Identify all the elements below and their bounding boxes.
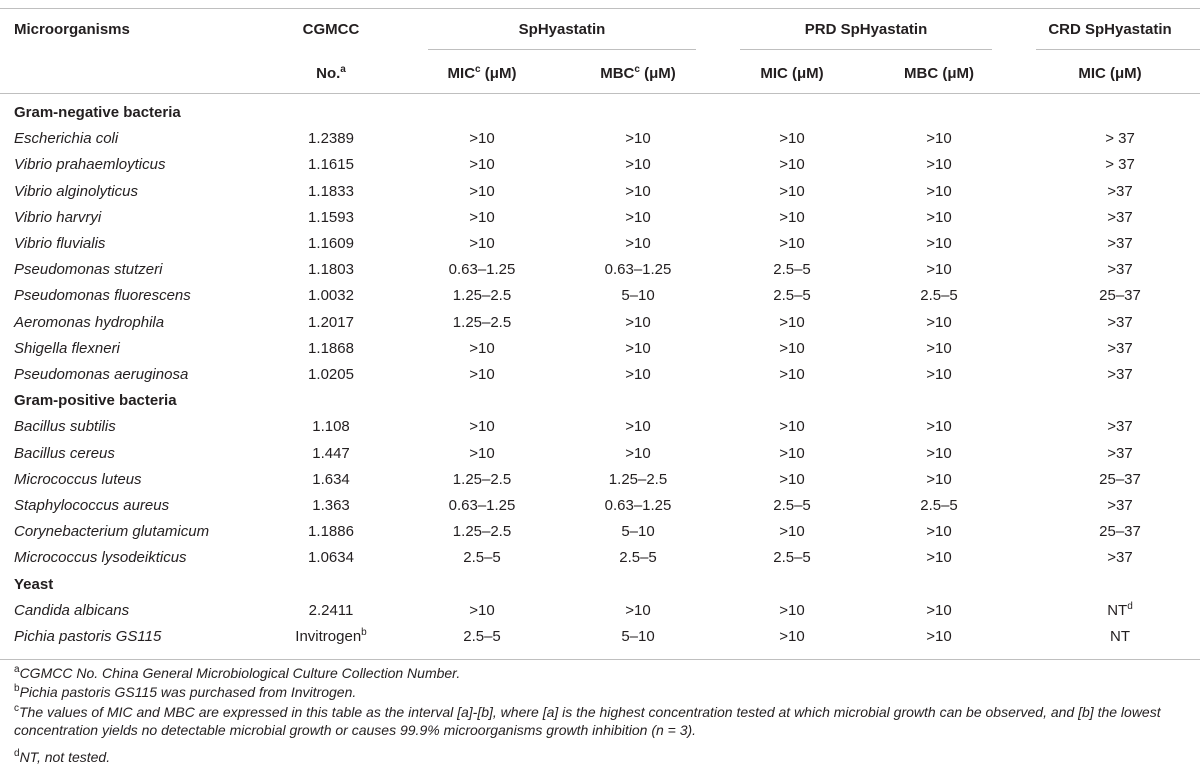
sph-mbc-value: >10 — [625, 313, 651, 331]
prd-mbc-value: >10 — [926, 261, 952, 279]
crd-mic-value: >37 — [1107, 549, 1133, 567]
sph-mic-value: 2.5–5 — [463, 628, 501, 645]
sphyastatin-group-rule — [428, 49, 696, 50]
sph-mic-value: >10 — [469, 339, 495, 357]
sph-mic-value: >10 — [469, 208, 495, 226]
cgmcc-number: Invitrogen$^b$ — [295, 627, 367, 645]
microorganism-name: Pseudomonas aeruginosa — [14, 366, 189, 383]
sph-mbc-value: >10 — [625, 208, 651, 226]
cgmcc-number: 1.2389 — [308, 130, 354, 148]
prd-mic-value: >10 — [779, 628, 805, 645]
prd-mbc-value: 2.5–5 — [920, 287, 958, 305]
prd-mbc-value: >10 — [926, 366, 952, 383]
crd-mic-value: >37 — [1107, 497, 1133, 514]
sph-mbc-value: 2.5–5 — [619, 549, 657, 567]
table-row — [0, 545, 1200, 571]
sph-mbc-value: >10 — [625, 235, 651, 252]
section-heading: Gram-negative bacteria — [14, 104, 181, 121]
microorganism-name: Micrococcus lysodeikticus — [14, 549, 187, 567]
cgmcc-number: 1.447 — [312, 444, 350, 462]
sph-mbc-value: >10 — [625, 156, 651, 174]
cgmcc-number: 1.0032 — [308, 287, 354, 305]
sph-mic-value: 1.25–2.5 — [452, 287, 512, 305]
microorganism-name: Pseudomonas fluorescens — [14, 287, 191, 305]
cgmcc-number: 1.1593 — [308, 208, 354, 226]
table-row — [0, 231, 1200, 257]
sph-mic-value: >10 — [469, 235, 495, 252]
header-bottom-rule — [0, 93, 1200, 94]
prd-mbc-value: >10 — [926, 628, 952, 645]
header-crd-sphyastatin: CRD SpHyastatin — [1048, 21, 1172, 38]
table-row — [0, 441, 1200, 467]
cgmcc-number: 1.1833 — [308, 182, 354, 200]
header-microorganisms: Microorganisms — [14, 21, 130, 38]
microorganism-name: Micrococcus luteus — [14, 470, 142, 488]
cgmcc-number: 1.363 — [312, 497, 350, 514]
table-row — [0, 624, 1200, 650]
footnote: $^c$The values of MIC and MBC are expressed in this table as the interval [a]-[b], where [a] is the highest concentration tested at which microbial growth can be observed, and [b] the lowest concentration yields no detectable microbial growth or causes 99.9% microorganisms growth inhibition (n = 3). — [14, 703, 1161, 738]
prd-mic-value: 2.5–5 — [773, 287, 811, 305]
prd-mbc-value: >10 — [926, 444, 952, 462]
microorganism-name: Vibrio harvryi — [14, 208, 102, 226]
prd-mbc-value: >10 — [926, 130, 952, 148]
microorganism-name: Staphylococcus aureus — [14, 497, 170, 514]
sph-mbc-value: >10 — [625, 601, 651, 619]
table-row — [0, 283, 1200, 309]
microorganism-name: Escherichia coli — [14, 130, 119, 148]
crd-mic-value: >37 — [1107, 261, 1133, 279]
footnote: $^b$Pichia pastoris GS115 was purchased from Invitrogen. — [14, 683, 357, 700]
table-row — [0, 179, 1200, 205]
sph-mic-value: >10 — [469, 366, 495, 383]
prd-mic-value: >10 — [779, 418, 805, 436]
sph-mbc-value: >10 — [625, 182, 651, 200]
prd-mic-value: >10 — [779, 470, 805, 488]
header-prd-mic: MIC (μM) — [760, 65, 824, 82]
sph-mbc-value: >10 — [625, 130, 651, 148]
sph-mbc-value: >10 — [625, 418, 651, 436]
sph-mbc-value: 5–10 — [621, 628, 655, 645]
table-row — [0, 493, 1200, 519]
table-row — [0, 598, 1200, 624]
crd-mic-value: NT — [1110, 628, 1130, 645]
prd-mbc-value: >10 — [926, 208, 952, 226]
prd-mic-value: >10 — [779, 182, 805, 200]
sph-mic-value: >10 — [469, 418, 495, 436]
header-cgmcc-no: No.$^a$ — [316, 64, 346, 82]
header-prd-mbc: MBC (μM) — [904, 65, 974, 82]
sph-mic-value: >10 — [469, 156, 495, 174]
prd-mbc-value: >10 — [926, 601, 952, 619]
table-row — [0, 519, 1200, 545]
prd-mic-value: >10 — [779, 523, 805, 541]
table-row — [0, 310, 1200, 336]
sph-mbc-value: >10 — [625, 366, 651, 383]
table-row — [0, 467, 1200, 493]
crd-mic-value: >37 — [1107, 366, 1133, 383]
prd-mbc-value: >10 — [926, 313, 952, 331]
crd-mic-value: 25–37 — [1099, 523, 1141, 541]
prd-mic-value: 2.5–5 — [773, 261, 811, 279]
prd-mbc-value: >10 — [926, 523, 952, 541]
prd-mbc-value: >10 — [926, 418, 952, 436]
sph-mic-value: 1.25–2.5 — [452, 313, 512, 331]
microorganism-name: Pseudomonas stutzeri — [14, 261, 163, 279]
sph-mic-value: >10 — [469, 130, 495, 148]
sph-mbc-value: 5–10 — [621, 523, 655, 541]
sph-mbc-value: >10 — [625, 339, 651, 357]
cgmcc-number: 1.1615 — [308, 156, 354, 174]
sph-mbc-value: 0.63–1.25 — [604, 261, 672, 279]
prd-mic-value: >10 — [779, 366, 805, 383]
microorganism-name: Vibrio prahaemloyticus — [14, 156, 166, 174]
footnote-marker: d — [1127, 600, 1133, 612]
prd-group-rule — [740, 49, 992, 50]
section-heading: Gram-positive bacteria — [14, 392, 177, 410]
crd-mic-value: >37 — [1107, 339, 1133, 357]
cgmcc-number: 1.0634 — [308, 549, 354, 567]
table-row — [0, 414, 1200, 440]
sph-mic-value: 1.25–2.5 — [452, 470, 512, 488]
header-prd-sphyastatin: PRD SpHyastatin — [804, 21, 928, 38]
cgmcc-number: 1.2017 — [308, 313, 354, 331]
prd-mic-value: >10 — [779, 339, 805, 357]
table-bottom-rule — [0, 659, 1200, 660]
header-sphyastatin: SpHyastatin — [518, 21, 606, 38]
prd-mic-value: 2.5–5 — [773, 549, 811, 567]
prd-mic-value: 2.5–5 — [773, 497, 811, 514]
table-row — [0, 336, 1200, 362]
sph-mic-value: 1.25–2.5 — [452, 523, 512, 541]
footnote: $^d$NT, not tested. — [14, 748, 111, 765]
cgmcc-number: 1.0205 — [308, 366, 354, 383]
cgmcc-number: 1.634 — [312, 470, 350, 488]
prd-mbc-value: >10 — [926, 156, 952, 174]
crd-mic-value: >37 — [1107, 444, 1133, 462]
microorganism-name: Shigella flexneri — [14, 339, 120, 357]
prd-mic-value: >10 — [779, 156, 805, 174]
cgmcc-number: 1.1868 — [308, 339, 354, 357]
sph-mic-value: 2.5–5 — [463, 549, 501, 567]
prd-mic-value: >10 — [779, 313, 805, 331]
table-row — [0, 205, 1200, 231]
prd-mbc-value: >10 — [926, 182, 952, 200]
footnote: $^a$CGMCC No. China General Microbiological Culture Collection Number. — [14, 664, 461, 681]
prd-mbc-value: 2.5–5 — [920, 497, 958, 514]
footnote-marker: b — [361, 627, 367, 638]
crd-mic-value: >37 — [1107, 235, 1133, 252]
crd-mic-value: >37 — [1107, 418, 1133, 436]
prd-mic-value: >10 — [779, 601, 805, 619]
header-sph-mbc: MBC$^c$ (μM) — [600, 64, 676, 82]
crd-mic-value: > 37 — [1105, 156, 1135, 174]
prd-mbc-value: >10 — [926, 549, 952, 567]
cgmcc-number: 1.108 — [312, 418, 350, 436]
prd-mic-value: >10 — [779, 444, 805, 462]
sph-mic-value: >10 — [469, 444, 495, 462]
table-top-rule — [0, 8, 1200, 9]
crd-mic-value: >37 — [1107, 208, 1133, 226]
crd-mic-value: > 37 — [1105, 130, 1135, 148]
crd-group-rule — [1036, 49, 1200, 50]
sph-mic-value: 0.63–1.25 — [448, 261, 516, 279]
cgmcc-number: 1.1609 — [308, 235, 354, 252]
prd-mbc-value: >10 — [926, 339, 952, 357]
sph-mic-value: 0.63–1.25 — [448, 497, 516, 514]
microorganism-name: Candida albicans — [14, 601, 130, 619]
prd-mbc-value: >10 — [926, 235, 952, 252]
crd-mic-value: 25–37 — [1099, 470, 1141, 488]
prd-mic-value: >10 — [779, 235, 805, 252]
prd-mic-value: >10 — [779, 208, 805, 226]
sph-mbc-value: >10 — [625, 444, 651, 462]
crd-mic-value: 25–37 — [1099, 287, 1141, 305]
sph-mbc-value: 5–10 — [621, 287, 655, 305]
crd-mic-value: $NT^d$ — [1107, 600, 1133, 619]
cgmcc-number: 1.1803 — [308, 261, 354, 279]
prd-mic-value: >10 — [779, 130, 805, 148]
microorganism-name: Pichia pastoris GS115 — [14, 628, 162, 645]
table-row — [0, 152, 1200, 178]
cgmcc-number: 2.2411 — [308, 601, 354, 619]
sph-mbc-value: 1.25–2.5 — [608, 470, 668, 488]
table-row — [0, 257, 1200, 283]
microorganism-name: Corynebacterium glutamicum — [14, 523, 210, 541]
table-row — [0, 126, 1200, 152]
microorganism-name: Aeromonas hydrophila — [14, 313, 165, 331]
table-row — [0, 362, 1200, 388]
sph-mic-value: >10 — [469, 182, 495, 200]
crd-mic-value: >37 — [1107, 313, 1133, 331]
microorganism-name: Vibrio alginolyticus — [14, 182, 138, 200]
crd-mic-value: >37 — [1107, 182, 1133, 200]
sph-mbc-value: 0.63–1.25 — [604, 497, 672, 514]
sph-mic-value: >10 — [469, 601, 495, 619]
microorganism-name: Vibrio fluvialis — [14, 235, 106, 252]
prd-mbc-value: >10 — [926, 470, 952, 488]
microorganism-name: Bacillus cereus — [14, 444, 115, 462]
cgmcc-number: 1.1886 — [308, 523, 354, 541]
header-crd-mic: MIC (μM) — [1078, 65, 1142, 82]
header-cgmcc: CGMCC — [302, 21, 360, 38]
header-sph-mic: MIC$^c$ (μM) — [447, 64, 517, 82]
microorganism-name: Bacillus subtilis — [14, 418, 116, 436]
section-heading: Yeast — [14, 575, 54, 593]
